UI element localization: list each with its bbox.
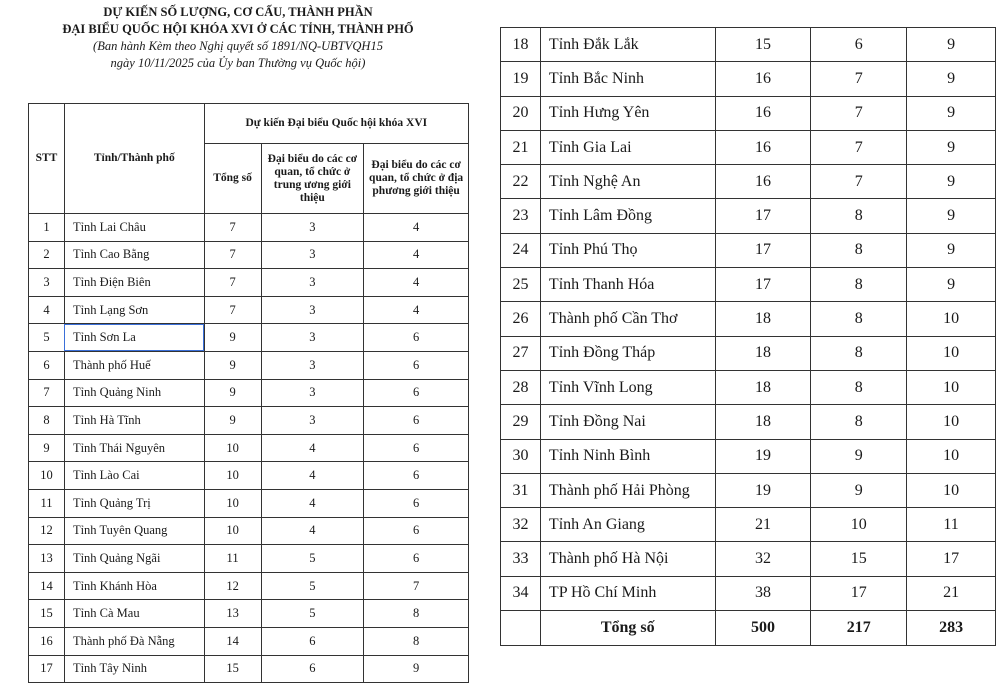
col-header-stt: STT <box>29 104 65 214</box>
table-row <box>501 302 996 336</box>
row-total: 16 <box>715 165 811 199</box>
row-local: 10 <box>907 336 996 370</box>
table-row <box>29 517 469 545</box>
row-province: Thành phố Đà Nẵng <box>64 627 204 655</box>
row-total: 16 <box>715 62 811 96</box>
row-province: TP Hồ Chí Minh <box>540 576 715 610</box>
row-province: Tỉnh Vĩnh Long <box>540 370 715 404</box>
row-stt: 19 <box>501 62 541 96</box>
row-total: 18 <box>715 405 811 439</box>
row-total: 7 <box>204 214 261 242</box>
table-row <box>29 379 469 407</box>
totals-row <box>501 611 996 646</box>
delegate-table-right <box>500 27 996 646</box>
row-stt: 11 <box>29 489 65 517</box>
row-stt: 14 <box>29 572 65 600</box>
row-local: 6 <box>364 324 469 352</box>
row-local: 4 <box>364 241 469 269</box>
row-stt: 5 <box>29 324 65 352</box>
row-central: 8 <box>811 233 907 267</box>
row-central: 4 <box>261 462 364 490</box>
row-central: 5 <box>261 600 364 628</box>
row-total: 13 <box>204 600 261 628</box>
table-row <box>501 165 996 199</box>
row-central: 3 <box>261 407 364 435</box>
table-row <box>501 130 996 164</box>
row-local: 6 <box>364 407 469 435</box>
row-local: 6 <box>364 351 469 379</box>
row-stt: 17 <box>29 655 65 683</box>
row-stt: 2 <box>29 241 65 269</box>
row-province: Tỉnh Điện Biên <box>64 269 204 297</box>
table-row <box>29 627 469 655</box>
row-province: Tỉnh Lâm Đồng <box>540 199 715 233</box>
row-central: 5 <box>261 572 364 600</box>
table-row <box>29 241 469 269</box>
row-local: 4 <box>364 214 469 242</box>
row-local: 6 <box>364 489 469 517</box>
row-stt: 10 <box>29 462 65 490</box>
row-local: 17 <box>907 542 996 576</box>
row-province: Thành phố Hà Nội <box>540 542 715 576</box>
row-stt: 31 <box>501 473 541 507</box>
totals-local: 283 <box>907 611 996 646</box>
row-total: 32 <box>715 542 811 576</box>
row-province: Tỉnh Phú Thọ <box>540 233 715 267</box>
row-total: 16 <box>715 96 811 130</box>
row-local: 4 <box>364 269 469 297</box>
table-row <box>501 268 996 302</box>
table-row <box>501 473 996 507</box>
row-total: 12 <box>204 572 261 600</box>
row-stt: 16 <box>29 627 65 655</box>
row-central: 6 <box>261 627 364 655</box>
row-total: 19 <box>715 473 811 507</box>
row-province: Tỉnh Hà Tĩnh <box>64 407 204 435</box>
table-row <box>29 296 469 324</box>
row-total: 10 <box>204 462 261 490</box>
row-stt: 29 <box>501 405 541 439</box>
row-central: 8 <box>811 370 907 404</box>
row-central: 7 <box>811 62 907 96</box>
row-local: 4 <box>364 296 469 324</box>
table-row <box>501 576 996 610</box>
row-stt: 13 <box>29 545 65 573</box>
table-row <box>29 655 469 683</box>
row-central: 3 <box>261 269 364 297</box>
table-row <box>29 489 469 517</box>
table-row <box>29 462 469 490</box>
row-central: 8 <box>811 405 907 439</box>
row-total: 16 <box>715 130 811 164</box>
row-local: 6 <box>364 434 469 462</box>
row-central: 6 <box>811 28 907 62</box>
row-total: 17 <box>715 233 811 267</box>
row-stt: 25 <box>501 268 541 302</box>
document-header <box>0 4 476 72</box>
row-total: 15 <box>204 655 261 683</box>
row-total: 10 <box>204 489 261 517</box>
col-header-total: Tổng số <box>204 144 261 214</box>
row-total: 19 <box>715 439 811 473</box>
row-central: 7 <box>811 130 907 164</box>
table-row <box>501 96 996 130</box>
totals-label: Tổng số <box>540 611 715 646</box>
row-local: 6 <box>364 517 469 545</box>
row-stt: 15 <box>29 600 65 628</box>
row-central: 9 <box>811 473 907 507</box>
row-total: 7 <box>204 269 261 297</box>
row-province: Tỉnh Nghệ An <box>540 165 715 199</box>
row-local: 9 <box>907 28 996 62</box>
row-stt: 32 <box>501 508 541 542</box>
row-local: 9 <box>907 199 996 233</box>
row-province: Tỉnh Bắc Ninh <box>540 62 715 96</box>
row-province: Tỉnh Quảng Trị <box>64 489 204 517</box>
row-province: Tỉnh Hưng Yên <box>540 96 715 130</box>
row-province: Tỉnh Ninh Bình <box>540 439 715 473</box>
col-header-province: Tỉnh/Thành phố <box>64 104 204 214</box>
table-row <box>29 351 469 379</box>
subtitle-line-2: ngày 10/11/2025 của Ủy ban Thường vụ Quốc hội) <box>110 56 366 70</box>
row-province: Tỉnh Quảng Ninh <box>64 379 204 407</box>
table-row <box>29 572 469 600</box>
row-central: 5 <box>261 545 364 573</box>
row-local: 10 <box>907 439 996 473</box>
row-local: 10 <box>907 473 996 507</box>
row-central: 4 <box>261 489 364 517</box>
row-central: 3 <box>261 296 364 324</box>
col-header-local: Đại biểu do các cơ quan, tổ chức ở địa phương giới thiệu <box>364 144 469 214</box>
row-province: Tỉnh Lai Châu <box>64 214 204 242</box>
row-local: 9 <box>907 62 996 96</box>
row-local: 10 <box>907 405 996 439</box>
table-row <box>29 407 469 435</box>
row-central: 3 <box>261 214 364 242</box>
row-central: 3 <box>261 379 364 407</box>
row-central: 15 <box>811 542 907 576</box>
totals-total: 500 <box>715 611 811 646</box>
table-row <box>501 28 996 62</box>
row-stt: 6 <box>29 351 65 379</box>
row-province: Thành phố Huế <box>64 351 204 379</box>
row-stt: 1 <box>29 214 65 242</box>
row-total: 9 <box>204 379 261 407</box>
row-central: 9 <box>811 439 907 473</box>
row-central: 10 <box>811 508 907 542</box>
totals-empty-cell <box>501 611 541 646</box>
row-local: 10 <box>907 302 996 336</box>
title-line-2: ĐẠI BIỂU QUỐC HỘI KHÓA XVI Ở CÁC TỈNH, THÀNH PHỐ <box>62 22 414 36</box>
row-province: Tỉnh An Giang <box>540 508 715 542</box>
table-row <box>501 439 996 473</box>
row-stt: 9 <box>29 434 65 462</box>
row-local: 11 <box>907 508 996 542</box>
row-total: 11 <box>204 545 261 573</box>
row-local: 6 <box>364 545 469 573</box>
row-local: 21 <box>907 576 996 610</box>
row-total: 7 <box>204 296 261 324</box>
col-header-group: Dự kiến Đại biểu Quốc hội khóa XVI <box>204 104 468 144</box>
row-local: 8 <box>364 627 469 655</box>
row-stt: 24 <box>501 233 541 267</box>
row-stt: 7 <box>29 379 65 407</box>
row-province: Tỉnh Gia Lai <box>540 130 715 164</box>
row-province: Tỉnh Đồng Tháp <box>540 336 715 370</box>
row-province: Thành phố Cần Thơ <box>540 302 715 336</box>
row-stt: 20 <box>501 96 541 130</box>
row-central: 8 <box>811 302 907 336</box>
table-row <box>29 269 469 297</box>
row-central: 7 <box>811 165 907 199</box>
row-local: 9 <box>364 655 469 683</box>
table-row <box>29 434 469 462</box>
row-local: 9 <box>907 268 996 302</box>
table-row <box>501 233 996 267</box>
row-stt: 22 <box>501 165 541 199</box>
row-central: 4 <box>261 517 364 545</box>
table-row <box>501 405 996 439</box>
row-province: Tỉnh Đắk Lắk <box>540 28 715 62</box>
row-local: 8 <box>364 600 469 628</box>
row-central: 4 <box>261 434 364 462</box>
row-total: 18 <box>715 370 811 404</box>
row-central: 8 <box>811 336 907 370</box>
row-stt: 8 <box>29 407 65 435</box>
totals-central: 217 <box>811 611 907 646</box>
row-province: Tỉnh Khánh Hòa <box>64 572 204 600</box>
row-local: 9 <box>907 96 996 130</box>
row-central: 3 <box>261 241 364 269</box>
row-local: 7 <box>364 572 469 600</box>
row-central: 17 <box>811 576 907 610</box>
row-total: 38 <box>715 576 811 610</box>
row-total: 15 <box>715 28 811 62</box>
row-central: 8 <box>811 268 907 302</box>
row-total: 9 <box>204 351 261 379</box>
row-total: 9 <box>204 324 261 352</box>
col-header-central: Đại biểu do các cơ quan, tổ chức ở trung ương giới thiệu <box>261 144 364 214</box>
row-province: Tỉnh Quảng Ngãi <box>64 545 204 573</box>
row-province: Tỉnh Đồng Nai <box>540 405 715 439</box>
row-province: Tỉnh Cà Mau <box>64 600 204 628</box>
row-local: 6 <box>364 462 469 490</box>
row-stt: 12 <box>29 517 65 545</box>
row-province: Tỉnh Tuyên Quang <box>64 517 204 545</box>
table-row <box>29 214 469 242</box>
row-province: Tỉnh Thái Nguyên <box>64 434 204 462</box>
row-central: 3 <box>261 351 364 379</box>
table-row <box>29 545 469 573</box>
row-total: 18 <box>715 302 811 336</box>
table-row <box>501 542 996 576</box>
table-row <box>501 336 996 370</box>
row-local: 10 <box>907 370 996 404</box>
row-total: 18 <box>715 336 811 370</box>
row-stt: 23 <box>501 199 541 233</box>
table-row <box>501 62 996 96</box>
row-province: Tỉnh Lào Cai <box>64 462 204 490</box>
row-stt: 27 <box>501 336 541 370</box>
row-total: 14 <box>204 627 261 655</box>
row-central: 7 <box>811 96 907 130</box>
row-stt: 21 <box>501 130 541 164</box>
row-local: 6 <box>364 379 469 407</box>
row-total: 17 <box>715 268 811 302</box>
row-stt: 34 <box>501 576 541 610</box>
row-stt: 33 <box>501 542 541 576</box>
title-line-1: DỰ KIẾN SỐ LƯỢNG, CƠ CẤU, THÀNH PHẦN <box>103 5 373 19</box>
row-stt: 26 <box>501 302 541 336</box>
row-stt: 18 <box>501 28 541 62</box>
row-total: 9 <box>204 407 261 435</box>
delegate-table-left <box>28 103 469 683</box>
row-stt: 28 <box>501 370 541 404</box>
table-row <box>29 324 469 352</box>
row-stt: 30 <box>501 439 541 473</box>
row-stt: 4 <box>29 296 65 324</box>
row-province: Tỉnh Lạng Sơn <box>64 296 204 324</box>
row-province: Tỉnh Tây Ninh <box>64 655 204 683</box>
row-total: 10 <box>204 434 261 462</box>
row-province: Thành phố Hải Phòng <box>540 473 715 507</box>
table-row <box>501 199 996 233</box>
row-total: 7 <box>204 241 261 269</box>
row-local: 9 <box>907 233 996 267</box>
row-central: 3 <box>261 324 364 352</box>
table-row <box>29 600 469 628</box>
row-province: Tỉnh Cao Bằng <box>64 241 204 269</box>
row-total: 21 <box>715 508 811 542</box>
table-row <box>501 508 996 542</box>
subtitle-line-1: (Ban hành Kèm theo Nghị quyết số 1891/NQ-UBTVQH15 <box>93 39 383 53</box>
row-central: 8 <box>811 199 907 233</box>
row-stt: 3 <box>29 269 65 297</box>
row-total: 10 <box>204 517 261 545</box>
row-local: 9 <box>907 130 996 164</box>
row-local: 9 <box>907 165 996 199</box>
row-central: 6 <box>261 655 364 683</box>
row-province: Tỉnh Sơn La <box>64 324 204 352</box>
row-province: Tỉnh Thanh Hóa <box>540 268 715 302</box>
row-total: 17 <box>715 199 811 233</box>
table-row <box>501 370 996 404</box>
